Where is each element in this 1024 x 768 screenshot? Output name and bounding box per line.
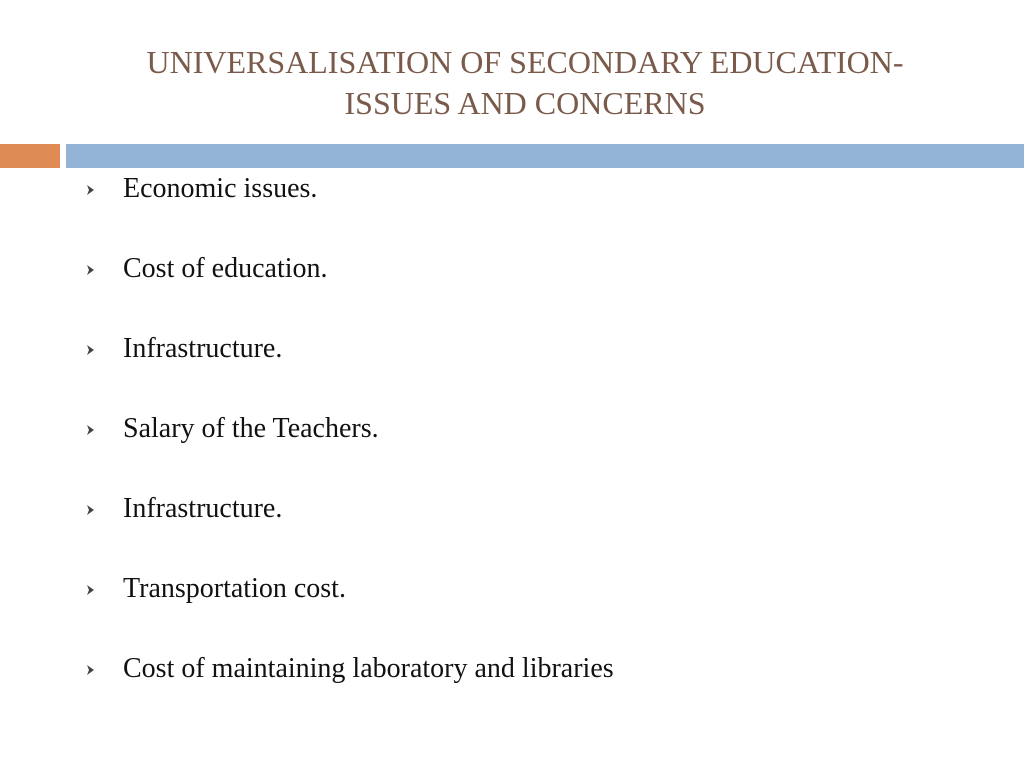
arrow-bullet-icon [84,263,98,277]
arrow-bullet-icon [84,503,98,517]
bullet-text: Cost of maintaining laboratory and libraries [123,653,614,684]
bullet-text: Infrastructure. [123,333,283,364]
accent-bar-orange [0,144,60,168]
accent-bar-blue [66,144,1024,168]
bullet-text: Cost of education. [123,253,328,284]
arrow-bullet-icon [84,423,98,437]
arrow-bullet-icon [84,663,98,677]
bullet-text: Economic issues. [123,173,318,204]
bullet-text: Salary of the Teachers. [123,413,379,444]
arrow-bullet-icon [84,583,98,597]
bullet-text: Infrastructure. [123,493,283,524]
slide-title [60,42,990,124]
arrow-bullet-icon [84,183,98,197]
title-line-1: UNIVERSALISATION OF SECONDARY EDUCATION- [146,44,904,80]
arrow-bullet-icon [84,343,98,357]
title-line-2: ISSUES AND CONCERNS [344,85,706,121]
bullet-text: Transportation cost. [123,573,346,604]
